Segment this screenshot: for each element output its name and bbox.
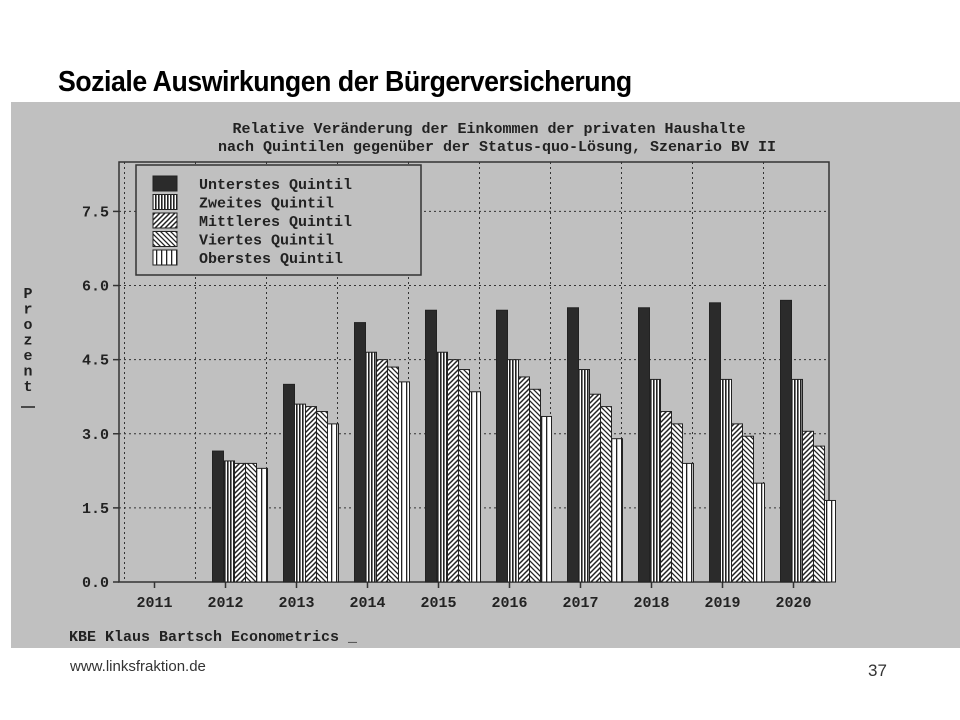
y-label-letter: o <box>23 317 33 334</box>
bar-oberstes-quintil-2016 <box>541 416 552 582</box>
bar-zweites-quintil-2016 <box>508 360 519 582</box>
bar-oberstes-quintil-2018 <box>683 463 694 582</box>
bar-viertes-quintil-2012 <box>246 463 257 582</box>
bar-unterstes-quintil-2019 <box>710 303 721 582</box>
bar-zweites-quintil-2015 <box>437 352 448 582</box>
bar-viertes-quintil-2014 <box>388 367 399 582</box>
bar-mittleres-quintil-2016 <box>519 377 530 582</box>
y-label-letter: z <box>23 332 33 350</box>
legend <box>136 165 421 275</box>
y-tick-label: 3.0 <box>81 426 109 444</box>
y-label-letter: e <box>23 348 33 365</box>
x-tick-label: 2014 <box>349 595 386 612</box>
bar-viertes-quintil-2016 <box>530 389 541 582</box>
legend-label: Oberstes Quintil <box>199 251 344 268</box>
y-axis <box>82 204 119 592</box>
x-tick-label: 2013 <box>278 595 315 612</box>
bar-oberstes-quintil-2014 <box>399 382 410 582</box>
x-tick-label: 2018 <box>633 595 670 612</box>
bar-zweites-quintil-2017 <box>579 370 590 582</box>
bar-viertes-quintil-2013 <box>317 412 328 582</box>
chart-title-line1: Relative Veränderung der Einkommen der privaten Haushalte <box>232 121 746 138</box>
bar-unterstes-quintil-2015 <box>426 310 437 582</box>
x-tick-label: 2017 <box>562 595 599 612</box>
x-tick-label: 2011 <box>136 595 173 612</box>
bar-zweites-quintil-2012 <box>224 461 235 582</box>
bar-mittleres-quintil-2017 <box>590 394 601 582</box>
bar-mittleres-quintil-2014 <box>377 360 388 582</box>
bar-mittleres-quintil-2015 <box>448 360 459 582</box>
bar-unterstes-quintil-2016 <box>497 310 508 582</box>
bar-viertes-quintil-2019 <box>743 436 754 582</box>
x-axis <box>136 582 811 612</box>
y-label-letter: P <box>23 286 33 303</box>
bar-viertes-quintil-2020 <box>814 446 825 582</box>
bar-viertes-quintil-2018 <box>672 424 683 582</box>
bar-mittleres-quintil-2013 <box>306 407 317 582</box>
chart-title-line2: nach Quintilen gegenüber der Status-quo-Lösung, Szenario BV II <box>217 139 777 156</box>
footer-url: www.linksfraktion.de <box>70 658 206 675</box>
legend-swatch <box>153 176 177 191</box>
bar-viertes-quintil-2015 <box>459 370 470 582</box>
legend-swatch <box>153 232 177 247</box>
bar-unterstes-quintil-2014 <box>355 323 366 582</box>
legend-swatch <box>153 250 177 265</box>
legend-swatch <box>153 195 177 210</box>
legend-label: Mittleres Quintil <box>199 214 353 231</box>
legend-label: Viertes Quintil <box>199 232 335 250</box>
bar-oberstes-quintil-2020 <box>825 500 836 582</box>
y-tick-label: 4.5 <box>81 352 109 370</box>
legend-label: Zweites Quintil <box>199 195 335 213</box>
x-tick-label: 2012 <box>207 595 244 612</box>
bar-unterstes-quintil-2017 <box>568 308 579 582</box>
x-tick-label: 2019 <box>704 595 741 612</box>
y-tick-label: 1.5 <box>81 500 109 518</box>
bar-unterstes-quintil-2018 <box>639 308 650 582</box>
bar-zweites-quintil-2014 <box>366 352 377 582</box>
x-tick-label: 2016 <box>491 595 528 612</box>
bar-oberstes-quintil-2019 <box>754 483 765 582</box>
page-number: 37 <box>868 661 887 680</box>
legend-swatch <box>153 213 177 228</box>
bar-mittleres-quintil-2020 <box>803 431 814 582</box>
bar-oberstes-quintil-2015 <box>470 392 481 582</box>
y-label-letter: t <box>23 379 33 396</box>
bar-unterstes-quintil-2013 <box>284 384 295 582</box>
source-credit: KBE Klaus Bartsch Econometrics _ <box>69 629 358 646</box>
bar-oberstes-quintil-2013 <box>328 424 339 582</box>
bar-viertes-quintil-2017 <box>601 407 612 582</box>
bars <box>213 300 836 582</box>
y-axis-label <box>21 286 35 407</box>
bar-zweites-quintil-2020 <box>792 379 803 582</box>
y-tick-label: 0.0 <box>81 575 109 592</box>
x-tick-label: 2015 <box>420 595 457 612</box>
chart-panel <box>11 102 960 648</box>
x-tick-label: 2020 <box>775 595 812 612</box>
y-label-letter: r <box>23 301 33 319</box>
bar-mittleres-quintil-2019 <box>732 424 743 582</box>
slide-title: Soziale Auswirkungen der Bürgerversicherung <box>58 66 632 98</box>
bar-mittleres-quintil-2012 <box>235 463 246 582</box>
bar-zweites-quintil-2013 <box>295 404 306 582</box>
bar-unterstes-quintil-2012 <box>213 451 224 582</box>
bar-chart <box>11 102 960 648</box>
bar-oberstes-quintil-2012 <box>257 468 268 582</box>
bar-oberstes-quintil-2017 <box>612 439 623 582</box>
bar-unterstes-quintil-2020 <box>781 300 792 582</box>
y-label-letter: n <box>23 363 33 381</box>
y-tick-label: 7.5 <box>81 204 109 222</box>
bar-zweites-quintil-2018 <box>650 379 661 582</box>
bar-zweites-quintil-2019 <box>721 379 732 582</box>
legend-label: Unterstes Quintil <box>199 177 353 194</box>
bar-mittleres-quintil-2018 <box>661 412 672 582</box>
y-tick-label: 6.0 <box>81 278 109 296</box>
